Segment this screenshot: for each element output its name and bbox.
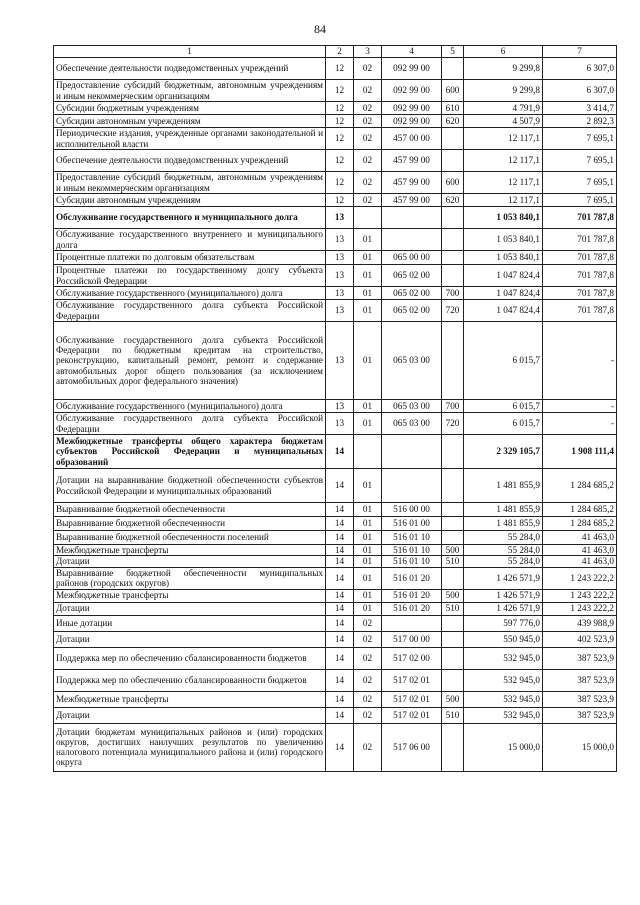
row-expense-type-cell: 600 — [442, 80, 464, 102]
row-sum-first-cell: 1 053 840,1 — [464, 251, 543, 265]
row-target-article-cell: 092 99 00 — [382, 58, 442, 80]
table-row — [54, 545, 617, 556]
row-subsection-cell: 01 — [354, 287, 382, 300]
row-subsection-cell: 01 — [354, 229, 382, 251]
row-target-article-cell: 516 01 10 — [382, 545, 442, 556]
row-expense-type-cell: 700 — [442, 287, 464, 300]
row-name-cell: Обеспечение деятельности подведомственных учреждений — [54, 58, 326, 80]
row-subsection-cell: 01 — [354, 322, 382, 400]
row-target-article-cell: 517 02 01 — [382, 691, 442, 707]
row-expense-type-cell — [442, 265, 464, 287]
row-target-article-cell: 517 02 00 — [382, 647, 442, 669]
row-sum-second-cell: 6 307,0 — [543, 80, 617, 102]
row-target-article-cell: 516 01 00 — [382, 517, 442, 531]
row-name-cell: Предоставление субсидий бюджетным, автономным учреждениям и иным некоммерческим организациям — [54, 80, 326, 102]
row-sum-first-cell: 9 299,8 — [464, 80, 543, 102]
row-section-cell: 14 — [326, 503, 354, 517]
row-subsection-cell: 01 — [354, 400, 382, 413]
row-sum-first-cell: 597 776,0 — [464, 615, 543, 631]
table-row — [54, 265, 617, 287]
row-target-article-cell — [382, 469, 442, 503]
row-subsection-cell: 02 — [354, 723, 382, 771]
row-target-article-cell: 516 01 10 — [382, 531, 442, 545]
table-row — [54, 435, 617, 469]
row-sum-second-cell: 439 988,9 — [543, 615, 617, 631]
row-expense-type-cell: 620 — [442, 115, 464, 128]
row-subsection-cell: 02 — [354, 615, 382, 631]
row-section-cell: 12 — [326, 80, 354, 102]
row-sum-second-cell: 1 243 222,2 — [543, 602, 617, 615]
row-subsection-cell: 02 — [354, 80, 382, 102]
row-sum-second-cell: 701 787,8 — [543, 229, 617, 251]
row-target-article-cell: 457 99 00 — [382, 194, 442, 207]
row-sum-second-cell: 387 523,9 — [543, 707, 617, 723]
row-subsection-cell: 01 — [354, 589, 382, 602]
header-cell-sum2: 7 — [543, 46, 617, 58]
table-row — [54, 631, 617, 647]
table-row — [54, 150, 617, 172]
row-expense-type-cell — [442, 517, 464, 531]
row-name-cell: Выравнивание бюджетной обеспеченности поселений — [54, 531, 326, 545]
row-expense-type-cell: 510 — [442, 602, 464, 615]
table-header-row — [54, 46, 617, 58]
row-sum-first-cell: 1 426 571,9 — [464, 589, 543, 602]
row-name-cell: Обслуживание государственного внутреннего и муниципального долга — [54, 229, 326, 251]
row-name-cell: Выравнивание бюджетной обеспеченности — [54, 503, 326, 517]
row-sum-first-cell: 12 117,1 — [464, 172, 543, 194]
row-expense-type-cell — [442, 615, 464, 631]
row-expense-type-cell — [442, 435, 464, 469]
row-section-cell: 13 — [326, 400, 354, 413]
row-target-article-cell: 516 00 00 — [382, 503, 442, 517]
row-section-cell: 13 — [326, 265, 354, 287]
table-row — [54, 691, 617, 707]
row-name-cell: Поддержка мер по обеспечению сбалансированности бюджетов — [54, 647, 326, 669]
row-sum-second-cell: 701 787,8 — [543, 300, 617, 322]
row-sum-first-cell: 12 117,1 — [464, 128, 543, 150]
row-name-cell: Обеспечение деятельности подведомственных учреждений — [54, 150, 326, 172]
row-target-article-cell: 517 02 01 — [382, 669, 442, 691]
row-section-cell: 14 — [326, 517, 354, 531]
row-target-article-cell: 516 01 20 — [382, 589, 442, 602]
row-section-cell: 13 — [326, 300, 354, 322]
row-target-article-cell — [382, 229, 442, 251]
row-section-cell: 12 — [326, 194, 354, 207]
row-name-cell: Выравнивание бюджетной обеспеченности муниципальных районов (городских округов) — [54, 567, 326, 589]
table-row — [54, 300, 617, 322]
row-name-cell: Обслуживание государственного долга субъекта Российской Федерации по бюджетным кредитам на строительство, реконструкцию, капитальный ремонт, ремонт и содержание автомобильных дорог общего пользования (за исключением автомобильных дорог федерального значения) — [54, 322, 326, 400]
row-sum-first-cell: 1 053 840,1 — [464, 207, 543, 229]
table-row — [54, 400, 617, 413]
row-subsection-cell: 01 — [354, 556, 382, 567]
row-name-cell: Дотации — [54, 707, 326, 723]
row-subsection-cell: 02 — [354, 150, 382, 172]
header-cell-csr: 4 — [382, 46, 442, 58]
row-section-cell: 12 — [326, 115, 354, 128]
row-sum-first-cell: 6 015,7 — [464, 322, 543, 400]
row-sum-first-cell: 1 426 571,9 — [464, 602, 543, 615]
row-subsection-cell: 02 — [354, 172, 382, 194]
row-expense-type-cell — [442, 531, 464, 545]
row-expense-type-cell: 720 — [442, 413, 464, 435]
table-row — [54, 669, 617, 691]
row-sum-second-cell: 7 695,1 — [543, 150, 617, 172]
row-expense-type-cell — [442, 503, 464, 517]
row-sum-second-cell: 701 787,8 — [543, 265, 617, 287]
row-section-cell: 13 — [326, 229, 354, 251]
header-cell-name: 1 — [54, 46, 326, 58]
row-subsection-cell — [354, 435, 382, 469]
row-subsection-cell: 01 — [354, 469, 382, 503]
table-row — [54, 115, 617, 128]
row-sum-first-cell: 55 284,0 — [464, 556, 543, 567]
row-target-article-cell: 092 99 00 — [382, 80, 442, 102]
row-sum-second-cell: 1 908 111,4 — [543, 435, 617, 469]
row-target-article-cell — [382, 435, 442, 469]
row-expense-type-cell — [442, 723, 464, 771]
row-expense-type-cell — [442, 567, 464, 589]
row-sum-second-cell: 7 695,1 — [543, 172, 617, 194]
row-expense-type-cell: 500 — [442, 691, 464, 707]
row-name-cell: Иные дотации — [54, 615, 326, 631]
row-sum-second-cell: 7 695,1 — [543, 128, 617, 150]
row-subsection-cell: 02 — [354, 691, 382, 707]
row-sum-second-cell: 41 463,0 — [543, 545, 617, 556]
row-sum-second-cell: 7 695,1 — [543, 194, 617, 207]
row-sum-first-cell: 532 945,0 — [464, 691, 543, 707]
row-target-article-cell: 457 99 00 — [382, 172, 442, 194]
table-row — [54, 287, 617, 300]
row-expense-type-cell: 510 — [442, 556, 464, 567]
row-expense-type-cell — [442, 207, 464, 229]
row-sum-second-cell: 387 523,9 — [543, 647, 617, 669]
row-sum-first-cell: 12 117,1 — [464, 150, 543, 172]
row-subsection-cell: 02 — [354, 115, 382, 128]
row-subsection-cell: 02 — [354, 707, 382, 723]
row-sum-second-cell: 41 463,0 — [543, 531, 617, 545]
row-sum-second-cell: 1 243 222,2 — [543, 589, 617, 602]
row-subsection-cell: 01 — [354, 300, 382, 322]
row-sum-second-cell: - — [543, 322, 617, 400]
row-subsection-cell: 01 — [354, 251, 382, 265]
row-section-cell: 14 — [326, 602, 354, 615]
budget-table — [53, 45, 617, 772]
table-row — [54, 207, 617, 229]
row-expense-type-cell: 500 — [442, 545, 464, 556]
row-name-cell: Дотации — [54, 602, 326, 615]
row-name-cell: Субсидии автономным учреждениям — [54, 115, 326, 128]
row-subsection-cell: 01 — [354, 531, 382, 545]
table-row — [54, 567, 617, 589]
row-name-cell: Межбюджетные трансферты — [54, 545, 326, 556]
row-expense-type-cell: 610 — [442, 102, 464, 115]
header-cell-sum1: 6 — [464, 46, 543, 58]
row-sum-second-cell: 387 523,9 — [543, 669, 617, 691]
row-target-article-cell: 517 00 00 — [382, 631, 442, 647]
row-name-cell: Обслуживание государственного долга субъекта Российской Федерации — [54, 413, 326, 435]
header-cell-pr: 3 — [354, 46, 382, 58]
table-row — [54, 194, 617, 207]
row-target-article-cell: 065 02 00 — [382, 287, 442, 300]
row-subsection-cell: 02 — [354, 102, 382, 115]
row-target-article-cell: 517 02 01 — [382, 707, 442, 723]
table-row — [54, 602, 617, 615]
row-subsection-cell: 02 — [354, 669, 382, 691]
row-sum-first-cell: 1 426 571,9 — [464, 567, 543, 589]
row-sum-first-cell: 1 053 840,1 — [464, 229, 543, 251]
row-section-cell: 12 — [326, 102, 354, 115]
table-row — [54, 469, 617, 503]
row-name-cell: Обслуживание государственного (муниципального) долга — [54, 400, 326, 413]
row-sum-first-cell: 1 481 855,9 — [464, 503, 543, 517]
row-target-article-cell: 065 03 00 — [382, 322, 442, 400]
row-section-cell: 14 — [326, 469, 354, 503]
row-expense-type-cell — [442, 229, 464, 251]
row-sum-first-cell: 4 507,9 — [464, 115, 543, 128]
table-row — [54, 128, 617, 150]
row-sum-first-cell: 4 791,9 — [464, 102, 543, 115]
row-name-cell: Обслуживание государственного долга субъекта Российской Федерации — [54, 300, 326, 322]
row-subsection-cell: 01 — [354, 602, 382, 615]
row-expense-type-cell: 500 — [442, 589, 464, 602]
row-name-cell: Межбюджетные трансферты — [54, 589, 326, 602]
row-expense-type-cell — [442, 631, 464, 647]
row-target-article-cell: 065 03 00 — [382, 413, 442, 435]
table-row — [54, 589, 617, 602]
table-row — [54, 556, 617, 567]
row-name-cell: Дотации на выравнивание бюджетной обеспеченности субъектов Российской Федерации и муниципальных образований — [54, 469, 326, 503]
table-row — [54, 723, 617, 771]
row-section-cell: 13 — [326, 251, 354, 265]
row-name-cell: Обслуживание государственного и муниципального долга — [54, 207, 326, 229]
row-target-article-cell: 516 01 20 — [382, 602, 442, 615]
row-target-article-cell: 065 02 00 — [382, 300, 442, 322]
row-sum-second-cell: 1 284 685,2 — [543, 469, 617, 503]
row-expense-type-cell — [442, 128, 464, 150]
row-section-cell: 14 — [326, 545, 354, 556]
header-cell-vr: 5 — [442, 46, 464, 58]
row-sum-first-cell: 55 284,0 — [464, 545, 543, 556]
table-row — [54, 102, 617, 115]
row-expense-type-cell — [442, 150, 464, 172]
row-section-cell: 14 — [326, 615, 354, 631]
row-expense-type-cell — [442, 322, 464, 400]
row-sum-first-cell: 1 047 824,4 — [464, 287, 543, 300]
table-row — [54, 517, 617, 531]
row-expense-type-cell: 510 — [442, 707, 464, 723]
row-sum-second-cell: 41 463,0 — [543, 556, 617, 567]
row-name-cell: Обслуживание государственного (муниципального) долга — [54, 287, 326, 300]
row-sum-first-cell: 6 015,7 — [464, 413, 543, 435]
row-sum-second-cell: - — [543, 400, 617, 413]
row-subsection-cell: 01 — [354, 567, 382, 589]
row-target-article-cell — [382, 207, 442, 229]
row-sum-first-cell: 1 047 824,4 — [464, 300, 543, 322]
row-target-article-cell: 065 02 00 — [382, 265, 442, 287]
row-name-cell: Выравнивание бюджетной обеспеченности — [54, 517, 326, 531]
row-name-cell: Предоставление субсидий бюджетным, автономным учреждениям и иным некоммерческим организациям — [54, 172, 326, 194]
row-name-cell: Межбюджетные трансферты общего характера бюджетам субъектов Российской Федерации и муниципальных образований — [54, 435, 326, 469]
row-subsection-cell: 02 — [354, 631, 382, 647]
row-section-cell: 14 — [326, 435, 354, 469]
row-section-cell: 14 — [326, 631, 354, 647]
row-name-cell: Процентные платежи по государственному долгу субъекта Российской Федерации — [54, 265, 326, 287]
row-section-cell: 14 — [326, 691, 354, 707]
row-sum-second-cell: 701 787,8 — [543, 251, 617, 265]
row-sum-second-cell: - — [543, 413, 617, 435]
row-expense-type-cell: 620 — [442, 194, 464, 207]
row-target-article-cell: 092 99 00 — [382, 102, 442, 115]
row-name-cell: Дотации — [54, 631, 326, 647]
row-sum-second-cell: 2 892,3 — [543, 115, 617, 128]
row-expense-type-cell — [442, 251, 464, 265]
row-target-article-cell: 092 99 00 — [382, 115, 442, 128]
row-subsection-cell: 02 — [354, 58, 382, 80]
row-section-cell: 13 — [326, 287, 354, 300]
row-sum-second-cell: 6 307,0 — [543, 58, 617, 80]
row-target-article-cell: 517 06 00 — [382, 723, 442, 771]
row-name-cell: Поддержка мер по обеспечению сбалансированности бюджетов — [54, 669, 326, 691]
row-target-article-cell: 516 01 10 — [382, 556, 442, 567]
row-sum-second-cell: 1 243 222,2 — [543, 567, 617, 589]
page-number: 84 — [314, 22, 326, 36]
table-row — [54, 251, 617, 265]
row-sum-first-cell: 6 015,7 — [464, 400, 543, 413]
row-name-cell: Процентные платежи по долговым обязательствам — [54, 251, 326, 265]
row-section-cell: 12 — [326, 150, 354, 172]
row-section-cell: 14 — [326, 531, 354, 545]
row-target-article-cell: 457 00 00 — [382, 128, 442, 150]
table-row — [54, 503, 617, 517]
row-sum-second-cell: 15 000,0 — [543, 723, 617, 771]
row-name-cell: Периодические издания, учрежденные органами законодательной и исполнительной власти — [54, 128, 326, 150]
row-section-cell: 14 — [326, 589, 354, 602]
row-sum-first-cell: 532 945,0 — [464, 669, 543, 691]
row-sum-first-cell: 1 047 824,4 — [464, 265, 543, 287]
table-row — [54, 707, 617, 723]
row-subsection-cell: 01 — [354, 517, 382, 531]
table-row — [54, 615, 617, 631]
row-section-cell: 13 — [326, 413, 354, 435]
row-sum-first-cell: 532 945,0 — [464, 707, 543, 723]
table-row — [54, 413, 617, 435]
row-expense-type-cell: 700 — [442, 400, 464, 413]
table-row — [54, 80, 617, 102]
row-subsection-cell — [354, 207, 382, 229]
row-section-cell: 12 — [326, 128, 354, 150]
row-section-cell: 13 — [326, 322, 354, 400]
row-subsection-cell: 02 — [354, 647, 382, 669]
row-sum-second-cell: 1 284 685,2 — [543, 517, 617, 531]
row-sum-first-cell: 532 945,0 — [464, 647, 543, 669]
table-row — [54, 58, 617, 80]
table-row — [54, 229, 617, 251]
row-section-cell: 14 — [326, 707, 354, 723]
row-expense-type-cell — [442, 669, 464, 691]
row-section-cell: 14 — [326, 723, 354, 771]
row-subsection-cell: 02 — [354, 128, 382, 150]
row-sum-second-cell: 387 523,9 — [543, 691, 617, 707]
row-expense-type-cell — [442, 469, 464, 503]
row-section-cell: 14 — [326, 647, 354, 669]
row-sum-first-cell: 550 945,0 — [464, 631, 543, 647]
header-cell-rz: 2 — [326, 46, 354, 58]
row-sum-first-cell: 1 481 855,9 — [464, 517, 543, 531]
row-section-cell: 12 — [326, 172, 354, 194]
row-sum-first-cell: 15 000,0 — [464, 723, 543, 771]
row-sum-first-cell: 1 481 855,9 — [464, 469, 543, 503]
row-target-article-cell: 065 03 00 — [382, 400, 442, 413]
row-expense-type-cell — [442, 647, 464, 669]
row-section-cell: 13 — [326, 207, 354, 229]
table-row — [54, 647, 617, 669]
row-section-cell: 14 — [326, 567, 354, 589]
row-subsection-cell: 01 — [354, 265, 382, 287]
table-row — [54, 322, 617, 400]
table-row — [54, 531, 617, 545]
row-sum-second-cell: 402 523,9 — [543, 631, 617, 647]
row-section-cell: 14 — [326, 669, 354, 691]
row-subsection-cell: 01 — [354, 413, 382, 435]
row-sum-first-cell: 2 329 105,7 — [464, 435, 543, 469]
row-sum-first-cell: 12 117,1 — [464, 194, 543, 207]
row-name-cell: Дотации бюджетам муниципальных районов и (или) городских округов, достигших наилучших результатов по увеличению налогового потенциала муниципального района и (или) городского округа — [54, 723, 326, 771]
row-expense-type-cell: 600 — [442, 172, 464, 194]
table-row — [54, 172, 617, 194]
row-name-cell: Субсидии бюджетным учреждениям — [54, 102, 326, 115]
row-sum-second-cell: 701 787,8 — [543, 287, 617, 300]
row-sum-second-cell: 701 787,8 — [543, 207, 617, 229]
row-section-cell: 14 — [326, 556, 354, 567]
row-sum-second-cell: 1 284 685,2 — [543, 503, 617, 517]
row-sum-first-cell: 55 284,0 — [464, 531, 543, 545]
row-sum-second-cell: 3 414,7 — [543, 102, 617, 115]
row-name-cell: Субсидии автономным учреждениям — [54, 194, 326, 207]
row-subsection-cell: 01 — [354, 503, 382, 517]
row-name-cell: Межбюджетные трансферты — [54, 691, 326, 707]
row-target-article-cell — [382, 615, 442, 631]
row-sum-first-cell: 9 299,8 — [464, 58, 543, 80]
row-expense-type-cell — [442, 58, 464, 80]
row-name-cell: Дотации — [54, 556, 326, 567]
row-subsection-cell: 01 — [354, 545, 382, 556]
row-target-article-cell: 516 01 20 — [382, 567, 442, 589]
row-section-cell: 12 — [326, 58, 354, 80]
row-expense-type-cell: 720 — [442, 300, 464, 322]
row-subsection-cell: 02 — [354, 194, 382, 207]
row-target-article-cell: 065 00 00 — [382, 251, 442, 265]
row-target-article-cell: 457 99 00 — [382, 150, 442, 172]
